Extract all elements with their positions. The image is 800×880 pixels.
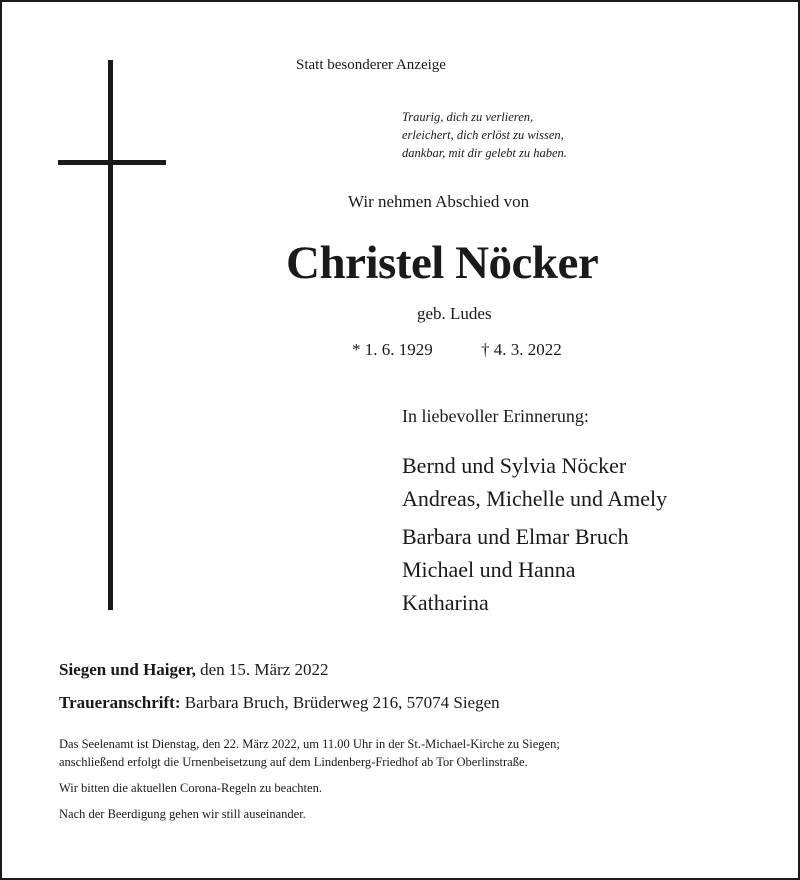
maiden-name: geb. Ludes bbox=[417, 304, 492, 323]
details-paragraph: Nach der Beerdigung gehen wir still auseinander. bbox=[59, 807, 306, 821]
poem-line: Traurig, dich zu verlieren, bbox=[402, 110, 534, 124]
family-member: Bernd und Sylvia Nöcker bbox=[402, 453, 627, 478]
death-date: † 4. 3. 2022 bbox=[481, 340, 562, 359]
deceased-name: Christel Nöcker bbox=[286, 237, 599, 289]
birth-date: * 1. 6. 1929 bbox=[352, 340, 433, 359]
place-and-date bbox=[59, 660, 329, 680]
family-group bbox=[402, 520, 667, 619]
family-member: Katharina bbox=[402, 590, 489, 615]
mourning-address bbox=[59, 693, 500, 713]
family-list bbox=[402, 449, 667, 624]
details-paragraph: Wir bitten die aktuellen Corona-Regeln zu beachten. bbox=[59, 781, 322, 795]
details-line: Das Seelenamt ist Dienstag, den 22. März 2022, um 11.00 Uhr in der St.-Michael-Kirche zu Siegen; bbox=[59, 737, 560, 751]
cross-vertical-bar bbox=[108, 60, 113, 610]
notice-label: Statt besonderer Anzeige bbox=[296, 57, 446, 73]
poem bbox=[402, 108, 567, 162]
family-member: Andreas, Michelle und Amely bbox=[402, 486, 668, 511]
address-label: Traueranschrift: bbox=[59, 693, 181, 712]
memory-label: In liebevoller Erinnerung: bbox=[402, 406, 589, 426]
farewell-text: Wir nehmen Abschied von bbox=[348, 192, 530, 211]
poem-line: dankbar, mit dir gelebt zu haben. bbox=[402, 146, 567, 160]
address-text: Barbara Bruch, Brüderweg 216, 57074 Siegen bbox=[180, 693, 500, 712]
family-group bbox=[402, 449, 667, 515]
poem-line: erleichert, dich erlöst zu wissen, bbox=[402, 128, 564, 142]
details-line: anschließend erfolgt die Urnenbeisetzung auf dem Lindenberg-Friedhof ab Tor Oberlinstraße. bbox=[59, 755, 528, 769]
service-details bbox=[59, 735, 759, 831]
place-label: Siegen und Haiger, bbox=[59, 660, 196, 679]
family-member: Barbara und Elmar Bruch bbox=[402, 524, 629, 549]
cross-horizontal-bar bbox=[58, 160, 166, 165]
details-paragraph bbox=[59, 735, 759, 771]
family-member: Michael und Hanna bbox=[402, 557, 576, 582]
date-text: den 15. März 2022 bbox=[195, 660, 329, 679]
life-dates bbox=[352, 340, 562, 360]
